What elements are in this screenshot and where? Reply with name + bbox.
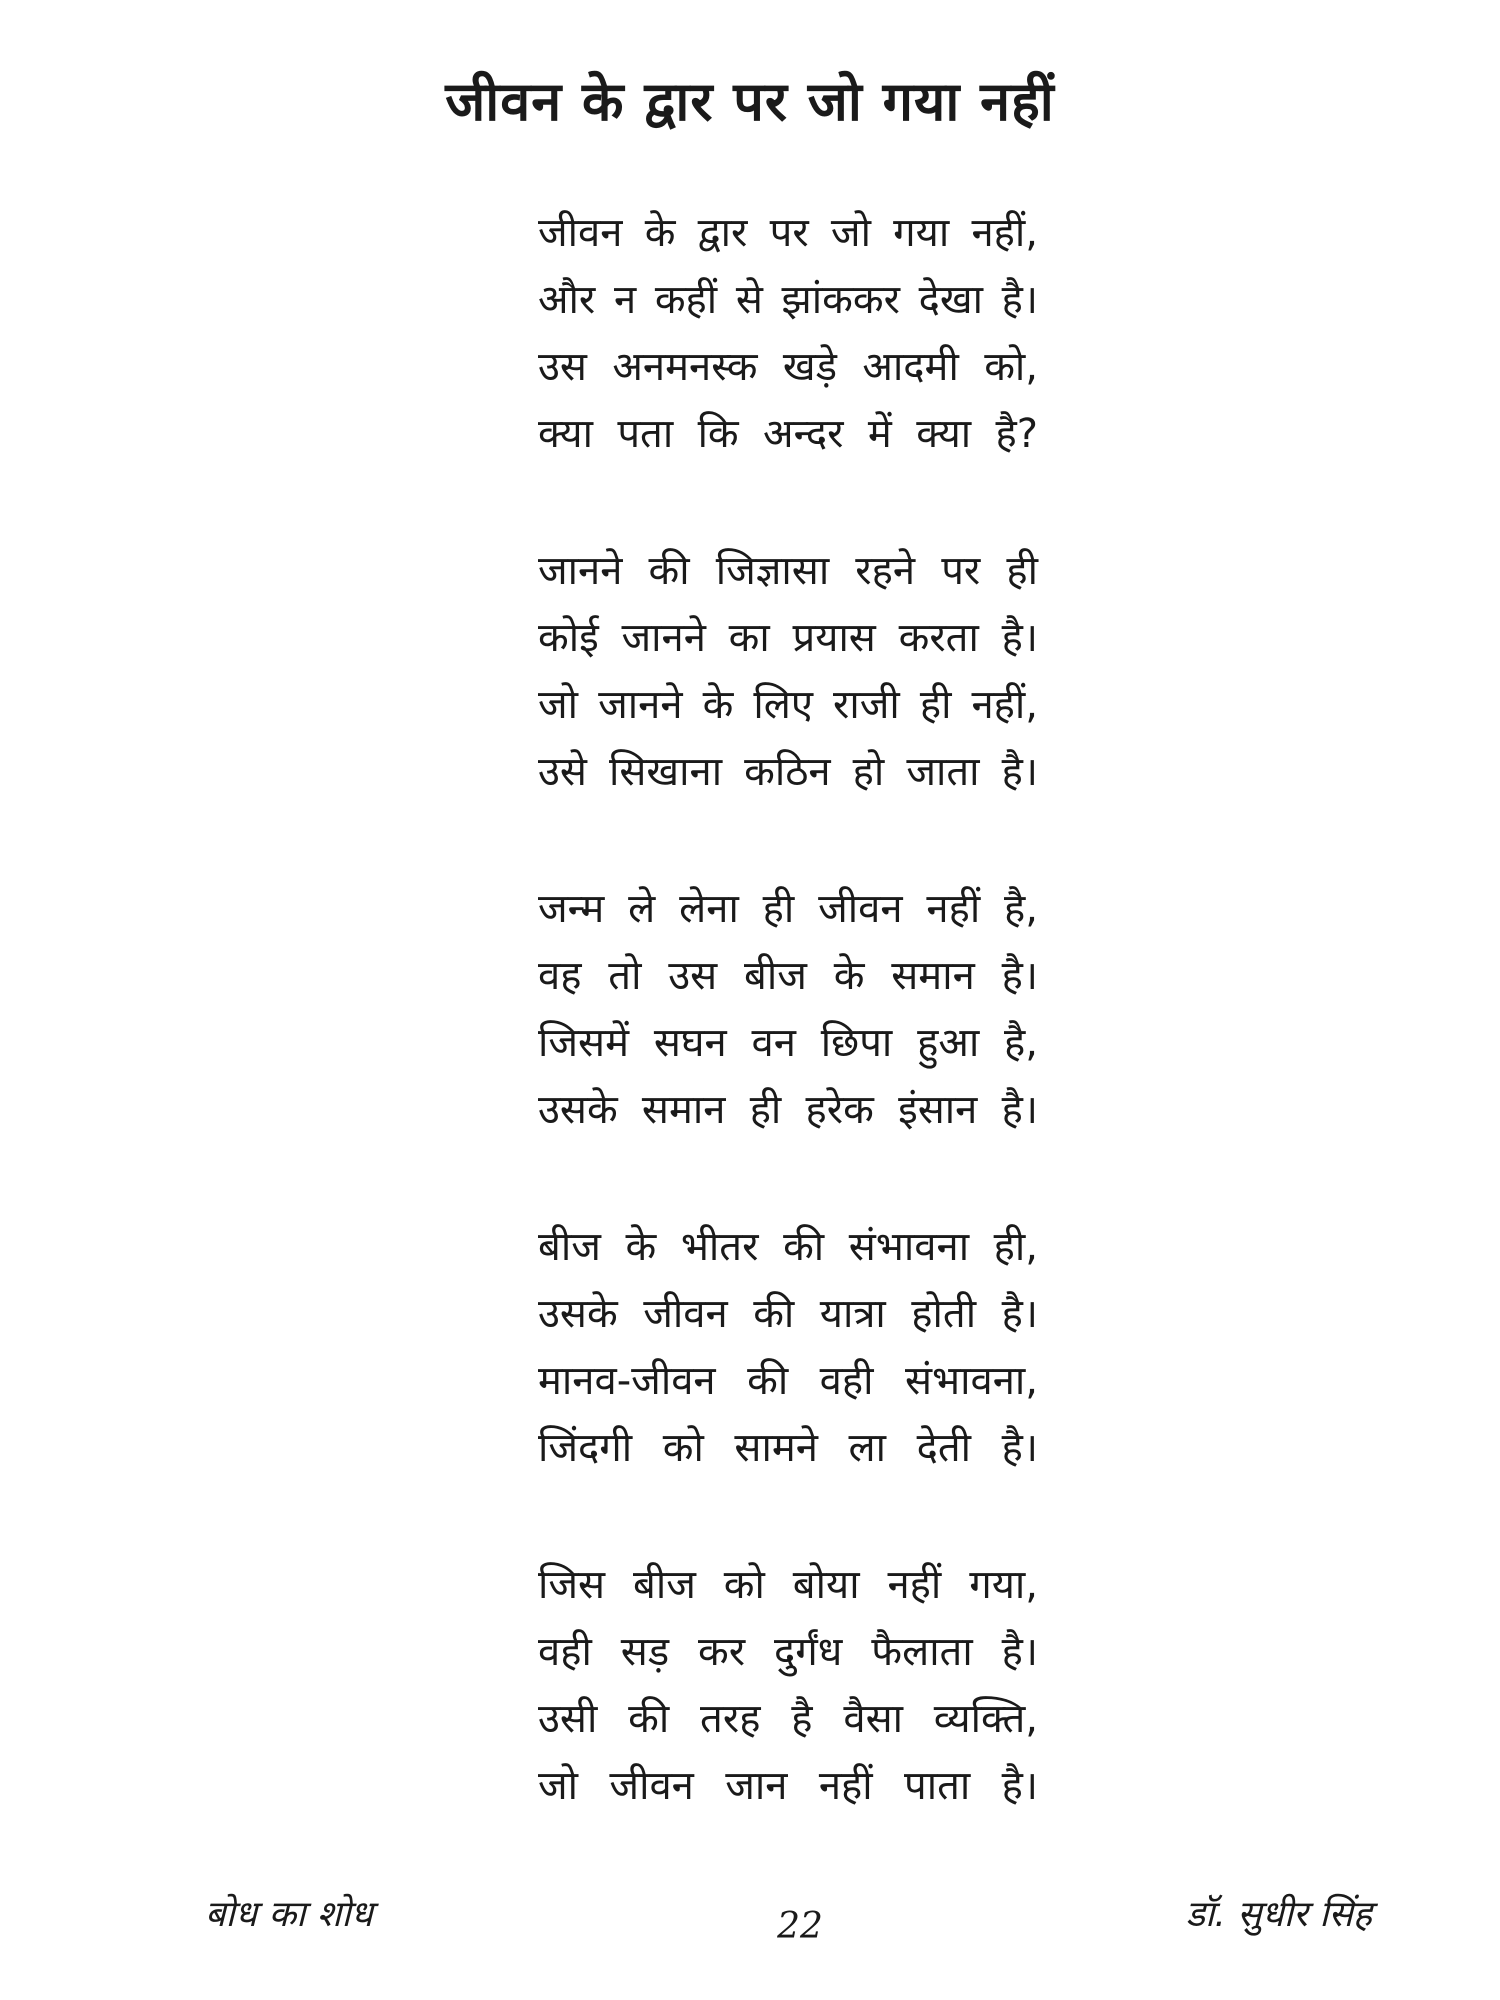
poem-line: जिस बीज को बोया नहीं गया, — [538, 1562, 1038, 1608]
poem-line: जो जीवन जान नहीं पाता है। — [538, 1763, 1038, 1809]
poem-line: जो जानने के लिए राजी ही नहीं, — [538, 682, 1038, 728]
poem-line: क्या पता कि अन्दर में क्या है? — [538, 411, 1038, 457]
poem-line: जिसमें सघन वन छिपा हुआ है, — [538, 1020, 1038, 1066]
book-title: बोध का शोध — [205, 1894, 373, 1935]
poem-line: उसे सिखाना कठिन हो जाता है। — [538, 749, 1038, 795]
poem-line: जीवन के द्वार पर जो गया नहीं, — [538, 210, 1038, 256]
stanza-3 — [538, 876, 1038, 1144]
poem-line: और न कहीं से झांककर देखा है। — [538, 277, 1038, 323]
poem-line: उसके समान ही हरेक इंसान है। — [538, 1087, 1038, 1133]
stanza-1 — [538, 200, 1038, 468]
stanza-5 — [538, 1552, 1038, 1820]
poem-line: उसके जीवन की यात्रा होती है। — [538, 1291, 1038, 1337]
poem-line: बीज के भीतर की संभावना ही, — [538, 1224, 1038, 1270]
poem-line: जानने की जिज्ञासा रहने पर ही — [538, 548, 1038, 594]
poem-title: जीवन के द्वार पर जो गया नहीं — [445, 70, 1055, 133]
poem-line: कोई जानने का प्रयास करता है। — [538, 615, 1038, 661]
page-number: 22 — [777, 1906, 823, 1947]
poem-line: मानव-जीवन की वही संभावना, — [538, 1358, 1038, 1404]
stanza-4 — [538, 1214, 1038, 1482]
page-footer — [0, 1885, 1500, 1955]
author-name: डॉ. सुधीर सिंह — [1185, 1894, 1372, 1935]
poem-line: वह तो उस बीज के समान है। — [538, 953, 1038, 999]
poem-line: उस अनमनस्क खड़े आदमी को, — [538, 344, 1038, 390]
poem-line: जन्म ले लेना ही जीवन नहीं है, — [538, 886, 1038, 932]
poem-line: वही सड़ कर दुर्गंध फैलाता है। — [538, 1629, 1038, 1675]
poem-body — [538, 200, 1038, 1890]
poem-line: जिंदगी को सामने ला देती है। — [538, 1425, 1038, 1471]
stanza-2 — [538, 538, 1038, 806]
poem-line: उसी की तरह है वैसा व्यक्ति, — [538, 1696, 1038, 1742]
